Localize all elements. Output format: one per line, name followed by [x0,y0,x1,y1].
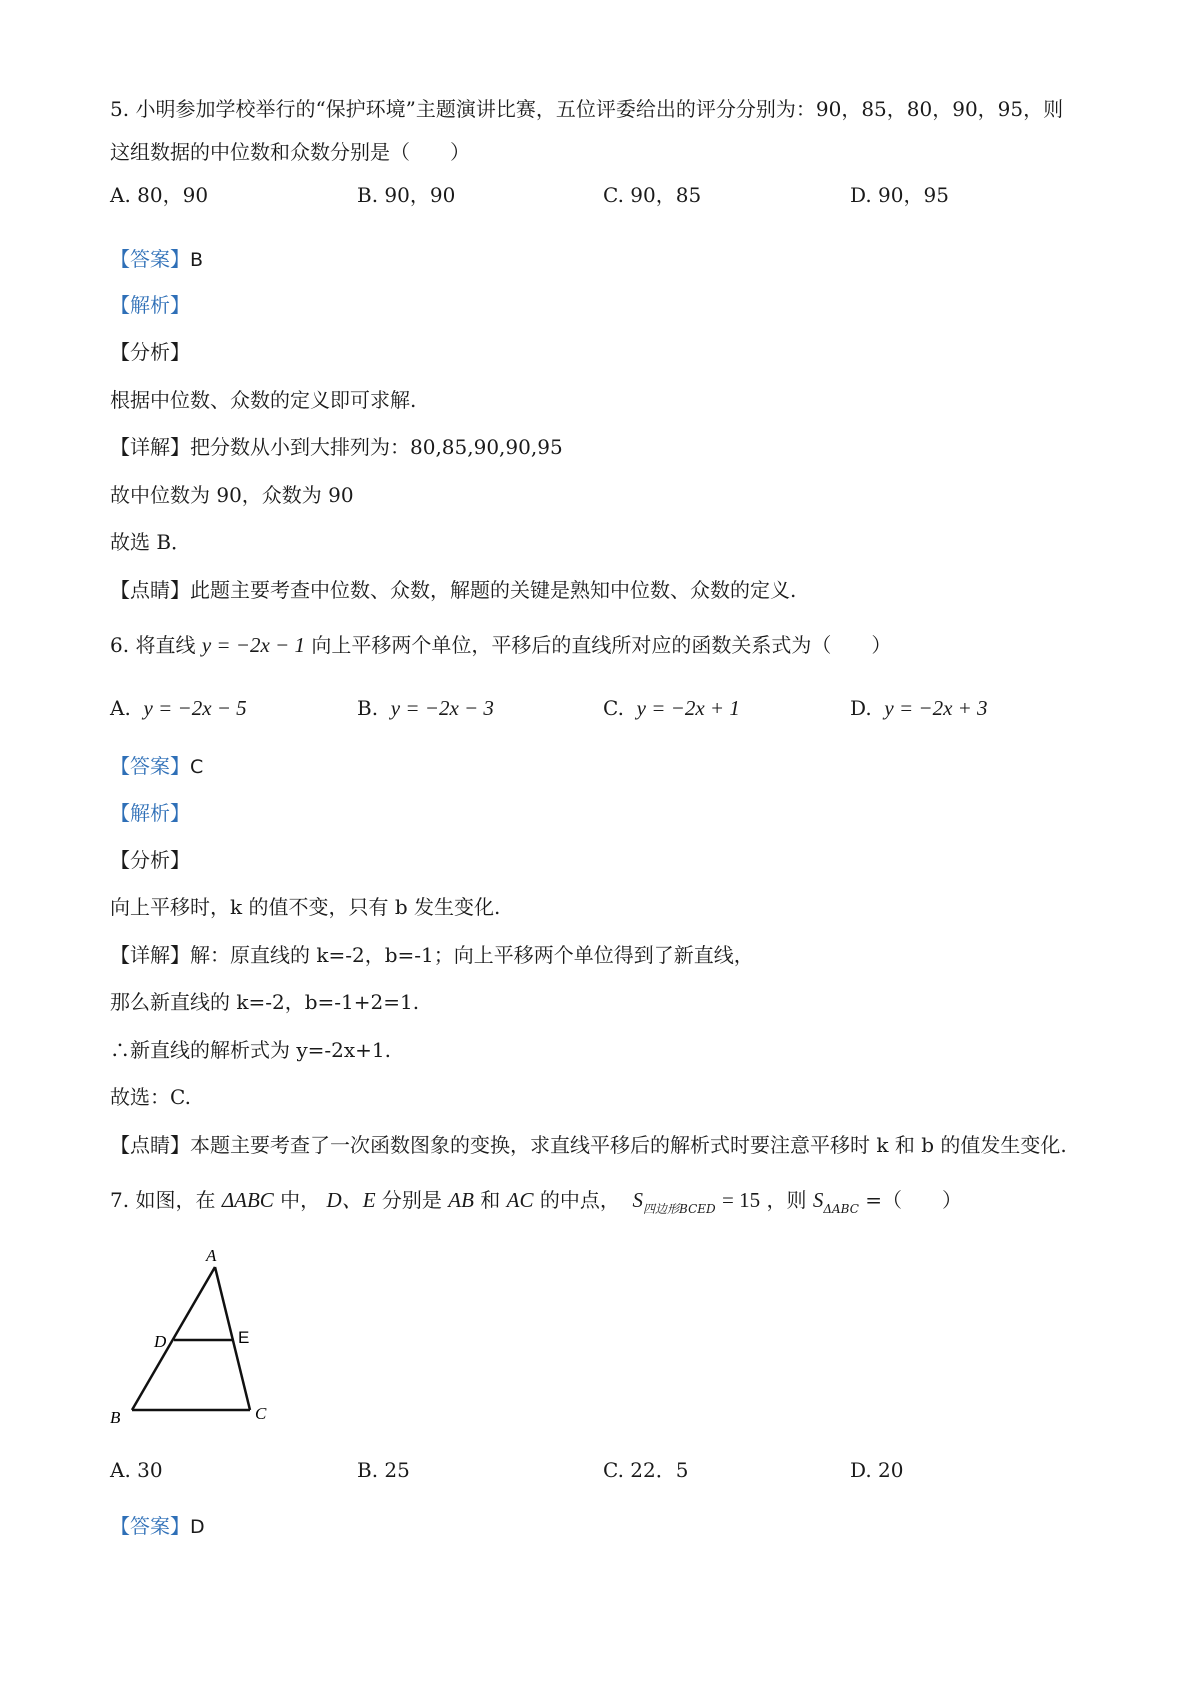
q6-step4: 故选：C. [110,1085,191,1109]
label-a: A [206,1246,217,1265]
q6-step3: ∴新直线的解析式为 y=-2x+1. [110,1038,392,1062]
q5-fenxi-tag: 【分析】 [110,340,190,364]
q7-answer [110,1512,205,1541]
q6-equation: y = −2x − 1 [201,633,305,657]
label-e: E [238,1328,250,1347]
label-d: D [154,1332,167,1351]
q5-option-b: B. 90，90 [357,183,456,207]
q7-area-subscript-2: ΔABC [823,1202,859,1216]
option-label: D. [850,696,872,720]
q7-option-b: B. 25 [357,1458,410,1482]
answer-tag: 【答案】 [110,247,190,271]
q5-option-d: D. 90，95 [850,183,949,207]
q7-stem [110,1186,962,1223]
q6-stem [110,631,891,659]
xiangjie-tag: 【详解】 [110,943,190,967]
q7-ab: AB [448,1188,474,1212]
dianjing-text: 此题主要考查中位数、众数，解题的关键是熟知中位数、众数的定义. [190,578,797,602]
xiangjie-text: 解：原直线的 k=-2，b=-1；向上平移两个单位得到了新直线， [190,943,754,967]
side-ab [132,1267,215,1410]
q5-xiangjie [110,433,563,461]
q7-area-value: = 15 [722,1188,761,1212]
option-label: B. [357,696,379,720]
option-equation: y = −2x + 1 [636,696,740,720]
label-c: C [255,1404,267,1423]
q6-prefix: 6. 将直线 [110,633,196,657]
q7-area-subscript: 四边形BCED [643,1202,716,1216]
q7-mid2: 分别是 [381,1188,442,1212]
q7-tail: =（ ） [865,1188,963,1212]
q5-option-a: A. 80，90 [110,183,209,207]
q6-suffix: 向上平移两个单位，平移后的直线所对应的函数关系式为（ ） [311,633,892,657]
q7-triangle: ΔABC [221,1188,274,1212]
q6-jiexi-tag: 【解析】 [110,801,190,825]
q5-stem-line2: 这组数据的中位数和众数分别是（ ） [110,140,470,164]
option-equation: y = −2x − 3 [390,696,494,720]
q7-area-symbol-2: S [812,1188,824,1212]
option-label: C. [603,696,624,720]
q7-ac: AC [506,1188,534,1212]
q5-fenxi-text: 根据中位数、众数的定义即可求解. [110,388,417,412]
q6-answer [110,752,203,781]
q5-dianjing [110,576,796,604]
q5-answer [110,245,203,274]
option-equation: y = −2x + 3 [884,696,988,720]
q7-mid3: 的中点， [539,1188,620,1212]
q6-option-b [357,694,494,722]
q5-jiexi-tag: 【解析】 [110,293,190,317]
answer-value: D [190,1516,205,1538]
q6-option-a [110,694,247,722]
q7-mid1: 中， [280,1188,321,1212]
q7-then: ，则 [766,1188,807,1212]
q7-option-c: C. 22．5 [603,1458,689,1482]
dianjing-text: 本题主要考查了一次函数图象的变换，求直线平移后的解析式时要注意平移时 k 和 b 的值发生变化. [190,1133,1067,1157]
q6-dianjing [110,1131,1067,1159]
option-equation: y = −2x − 5 [143,696,247,720]
q6-option-c [603,694,740,722]
q7-option-d: D. 20 [850,1458,904,1482]
q5-step2: 故中位数为 90，众数为 90 [110,483,354,507]
q5-option-c: C. 90，85 [603,183,702,207]
q7-option-a: A. 30 [110,1458,163,1482]
q7-prefix: 7. 如图，在 [110,1188,216,1212]
q6-fenxi-tag: 【分析】 [110,848,190,872]
q5-step3: 故选 B． [110,530,192,554]
q6-step2: 那么新直线的 k=-2，b=-1+2=1. [110,990,420,1014]
answer-value: B [190,249,204,271]
q6-option-d [850,694,988,722]
xiangjie-tag: 【详解】 [110,435,190,459]
q6-fenxi-text: 向上平移时，k 的值不变，只有 b 发生变化. [110,895,501,919]
answer-tag: 【答案】 [110,1514,190,1538]
dianjing-tag: 【点睛】 [110,578,190,602]
q7-and: 和 [480,1188,501,1212]
q6-xiangjie [110,941,754,969]
label-b: B [110,1408,121,1427]
answer-value: C [190,756,204,778]
dianjing-tag: 【点睛】 [110,1133,190,1157]
option-label: A. [110,696,131,720]
xiangjie-text: 把分数从小到大排列为：80,85,90,90,95 [190,435,563,459]
q7-de: D、E [326,1188,376,1212]
q7-area-symbol: S [632,1188,644,1212]
q5-stem-line1: 5. 小明参加学校举行的“保护环境”主题演讲比赛，五位评委给出的评分分别为：90，85，80，90，95，则 [110,97,1064,121]
triangle-figure [110,1245,310,1435]
answer-tag: 【答案】 [110,754,190,778]
